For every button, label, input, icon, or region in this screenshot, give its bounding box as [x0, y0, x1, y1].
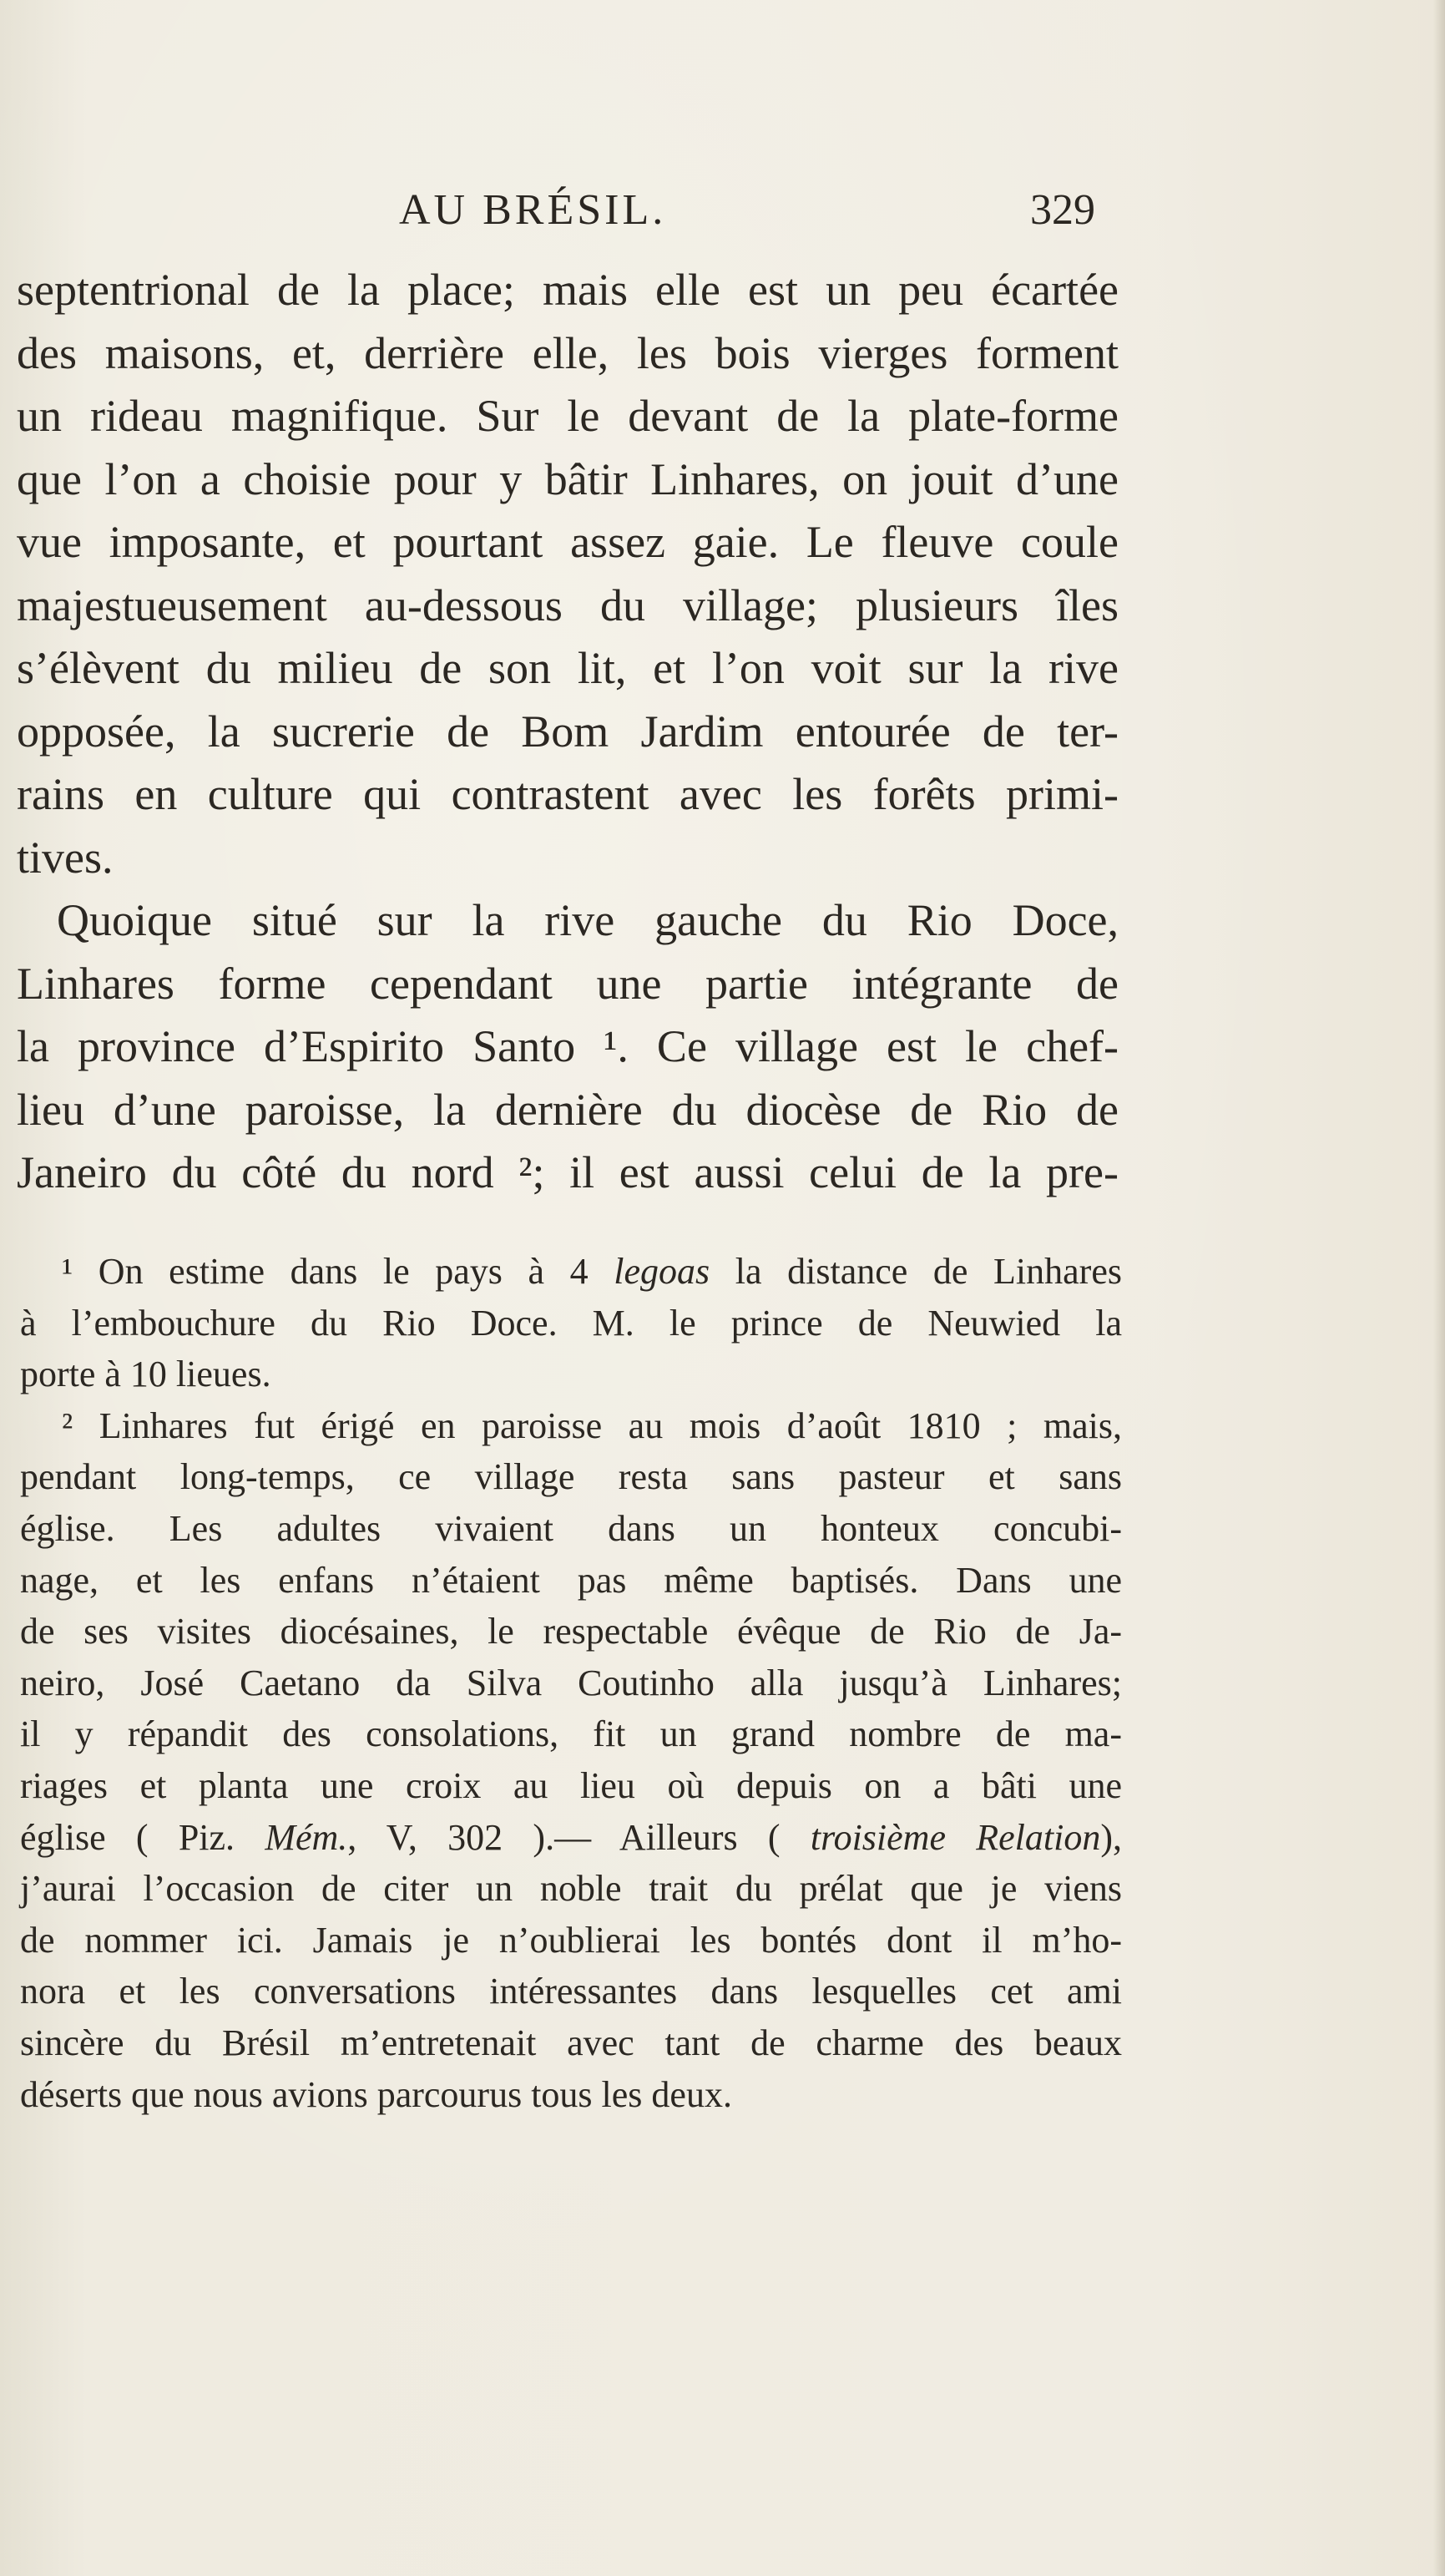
footnote-1-line [20, 1246, 1122, 1298]
page-number: 329 [1030, 186, 1095, 234]
text-line: opposée, la sucrerie de Bom Jardim entourée de ter- [17, 706, 1119, 757]
footnote-2-line: église. Les adultes vivaient dans un honteux concubi- [20, 1507, 1122, 1549]
footnote-2-line: riages et planta une croix au lieu où depuis on a bâti une [20, 1764, 1122, 1806]
footnote-2-text: église ( Piz. [20, 1816, 265, 1858]
page-header [0, 185, 1445, 244]
footnote-2-line: j’aurai l’occasion de citer un noble trait du prélat que je viens [20, 1868, 1122, 1910]
text-line: tives. [17, 832, 114, 883]
footnote-2-line: déserts que nous avions parcourus tous les deux. [20, 2073, 732, 2115]
footnote-2-line [20, 1812, 1122, 1864]
footnote-2-line: nora et les conversations intéressantes dans lesquelles cet ami [20, 1971, 1122, 2012]
footnote-2-text: , V, 302 ).— Ailleurs ( [347, 1816, 811, 1858]
paragraph-start-line: Quoique situé sur la rive gauche du Rio Doce, [57, 895, 1119, 945]
footnotes [20, 1246, 1122, 2120]
footnote-1-line: à l’embouchure du Rio Doce. M. le prince de Neuwied la [20, 1302, 1122, 1344]
main-text [17, 259, 1119, 1205]
text-line: que l’on a choisie pour y bâtir Linhares, on jouit d’une [17, 453, 1119, 504]
page-edge-shadow [1433, 0, 1445, 2576]
footnote-2-line: neiro, José Caetano da Silva Coutinho alla jusqu’à Linhares; [20, 1662, 1122, 1703]
footnote-1-italic-term: legoas [614, 1251, 710, 1292]
footnote-2-italic-citation: Mém. [265, 1816, 348, 1858]
text-line: des maisons, et, derrière elle, les bois vierges forment [17, 327, 1119, 378]
footnote-2-line: de ses visites diocésaines, le respectable évêque de Rio de Ja- [20, 1611, 1122, 1652]
footnote-1-line: porte à 10 lieues. [20, 1354, 271, 1395]
footnote-2-italic-reference: troisième Relation [810, 1816, 1101, 1858]
text-line: septentrional de la place; mais elle est un peu écartée [17, 265, 1119, 315]
footnote-1-text-cont: la distance de Linhares [710, 1251, 1122, 1292]
footnote-2-line: de nommer ici. Jamais je n’oublierai les bontés dont il m’ho- [20, 1919, 1122, 1961]
text-line: vue imposante, et pourtant assez gaie. Le fleuve coule [17, 517, 1119, 567]
text-line: majestueusement au-dessous du village; plusieurs îles [17, 579, 1119, 630]
footnote-2-line: ² Linhares fut érigé en paroisse au mois d’août 1810 ; mais, [62, 1404, 1122, 1446]
running-head: AU BRÉSIL. [399, 186, 667, 234]
text-line: lieu d’une paroisse, la dernière du diocèse de Rio de [17, 1084, 1119, 1135]
text-line: un rideau magnifique. Sur le devant de la plate-forme [17, 391, 1119, 441]
text-line: s’élèvent du milieu de son lit, et l’on voit sur la rive [17, 643, 1119, 693]
footnote-1-text: ¹ On estime dans le pays à 4 [62, 1251, 614, 1292]
footnote-2-line: sincère du Brésil m’entretenait avec tant de charme des beaux [20, 2022, 1122, 2063]
text-line: la province d’Espirito Santo ¹. Ce village est le chef- [17, 1021, 1119, 1071]
text-line: Linhares forme cependant une partie intégrante de [17, 958, 1119, 1009]
footnote-2-text: ), [1100, 1816, 1122, 1858]
footnote-2-line: il y répandit des consolations, fit un grand nombre de ma- [20, 1713, 1122, 1755]
text-line: rains en culture qui contrastent avec les forêts primi- [17, 769, 1119, 819]
footnote-2-line: pendant long-temps, ce village resta sans pasteur et sans [20, 1456, 1122, 1498]
text-line: Janeiro du côté du nord ²; il est aussi celui de la pre- [17, 1147, 1119, 1197]
footnote-2-line: nage, et les enfans n’étaient pas même baptisés. Dans une [20, 1559, 1122, 1601]
